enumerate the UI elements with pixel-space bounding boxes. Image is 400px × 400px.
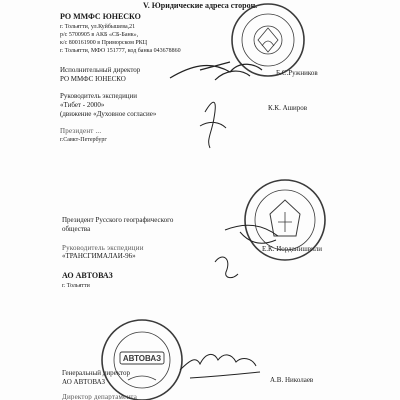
rgo-stamp [245, 180, 325, 260]
autovaz-next-line: Директор департамента [62, 393, 138, 400]
rgo-line3: Руководитель экспедиции [62, 244, 144, 252]
autovaz-signature [180, 354, 260, 378]
autovaz-city: г. Тольятти [62, 283, 90, 289]
expedition-line2: «Тибет - 2000» [60, 101, 105, 109]
expedition-line3: (движение «Духовное согласие» [60, 110, 157, 118]
unesco-signer-name: Б.С.Ружников [276, 69, 318, 77]
unesco-signer-role: Исполнительный директор [60, 66, 141, 74]
spb-blurred-line: Президент ... [60, 127, 102, 135]
expedition-line1: Руководитель экспедиции [60, 92, 138, 100]
autovaz-stamp-logo: АВТОВАЗ [122, 354, 162, 363]
expedition-signer-name: К.К. Аширов [268, 104, 308, 112]
autovaz-signer-name: А.В. Николаев [270, 376, 314, 384]
autovaz-signer-role: Генеральный директор [62, 369, 130, 377]
rgo-signer-name: Е.К. Иорданишвили [262, 245, 322, 253]
unesco-address-line4: г. Тольятти, МФО 151777, код банка 043678860 [60, 48, 181, 54]
spb-city: г.Савкт-Петербург [60, 137, 107, 143]
expedition-signature [200, 102, 226, 148]
rgo-line2: общества [62, 225, 91, 233]
autovaz-signer-org: АО АВТОВАЗ [62, 378, 105, 386]
unesco-address-line3: к/с 800161900 в Приморском РКЦ [60, 40, 148, 46]
unesco-address-line1: г. Тольятти, ул.Куйбышева,21 [60, 24, 136, 30]
unesco-stamp [232, 4, 304, 76]
rgo-line1: Президент Русского географического [62, 216, 174, 224]
section-title: V. Юридические адреса сторон. [143, 1, 258, 10]
unesco-address-line2: р/с 5700905 в АКБ «СБ-Банк», [60, 32, 139, 38]
autovaz-org-name: АО АВТОВАЗ [62, 271, 113, 280]
unesco-signer-org: РО ММФС ЮНЕСКО [60, 75, 126, 83]
unesco-org-name: РО ММФС ЮНЕСКО [60, 12, 141, 21]
rgo-line4: «ТРАНСГИМАЛАИ-96» [62, 252, 136, 260]
